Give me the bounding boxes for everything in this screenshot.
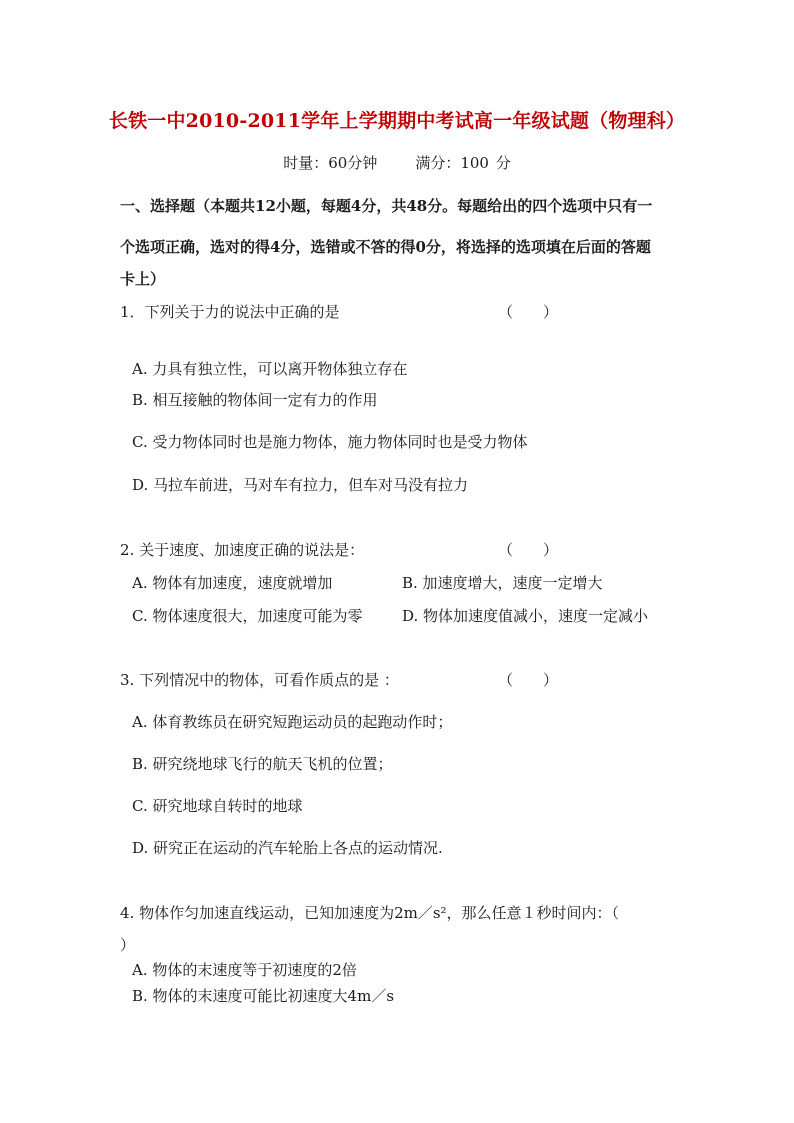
question-1-stem: 1．下列关于力的说法中正确的是	[120, 303, 340, 321]
question-2-option-d: D. 物体加速度值减小，速度一定减小	[402, 607, 649, 625]
question-2-option-c: C. 物体速度很大，加速度可能为零	[132, 607, 363, 625]
question-4-option-b: B. 物体的末速度可能比初速度大4m／s	[132, 987, 395, 1005]
question-1-option-a: A. 力具有独立性，可以离开物体独立存在	[132, 360, 408, 378]
question-2-option-a: A. 物体有加速度，速度就增加	[132, 574, 333, 592]
time-limit: 时量：60分钟	[283, 154, 378, 172]
section-instruction-line-3: 卡上）	[120, 270, 166, 288]
question-4-option-a: A. 物体的末速度等于初速度的2倍	[132, 961, 357, 979]
question-2-answer-blank: （ ）	[498, 541, 559, 559]
exam-meta	[0, 152, 794, 173]
exam-title: 长铁一中2010-2011学年上学期期中考试高一年级试题（物理科）	[108, 110, 686, 132]
question-3-option-a: A. 体育教练员在研究短跑运动员的起跑动作时；	[132, 713, 453, 731]
question-3-answer-blank: （ ）	[498, 671, 559, 689]
question-3-option-d: D. 研究正在运动的汽车轮胎上各点的运动情况.	[132, 839, 443, 857]
full-score: 满分：100 分	[415, 154, 511, 172]
question-4-stem: 4. 物体作匀加速直线运动，已知加速度为2m／s²，那么任意１秒时间内：（	[120, 904, 620, 922]
question-1-option-d: D. 马拉车前进，马对车有拉力，但车对马没有拉力	[132, 476, 469, 494]
question-3-stem: 3. 下列情况中的物体，可看作质点的是 ：	[120, 671, 399, 689]
question-3-option-c: C. 研究地球自转时的地球	[132, 797, 303, 815]
question-1-option-b: B. 相互接触的物体间一定有力的作用	[132, 391, 378, 409]
question-1-option-c: C. 受力物体同时也是施力物体，施力物体同时也是受力物体	[132, 433, 528, 451]
question-3-option-b: B. 研究绕地球飞行的航天飞机的位置；	[132, 755, 393, 773]
question-2-stem: 2. 关于速度、加速度正确的说法是：	[120, 541, 365, 559]
question-2-option-b: B. 加速度增大，速度一定增大	[402, 574, 603, 592]
section-instruction-line-2: 个选项正确，选对的得4分，选错或不答的得0分，将选择的选项填在后面的答题	[120, 238, 651, 256]
question-4-stem-continuation: ）	[120, 936, 136, 954]
question-1-answer-blank: （ ）	[498, 303, 559, 321]
section-instruction-line-1: 一、选择题（本题共12小题，每题4分，共48分。每题给出的四个选项中只有一	[120, 197, 653, 215]
